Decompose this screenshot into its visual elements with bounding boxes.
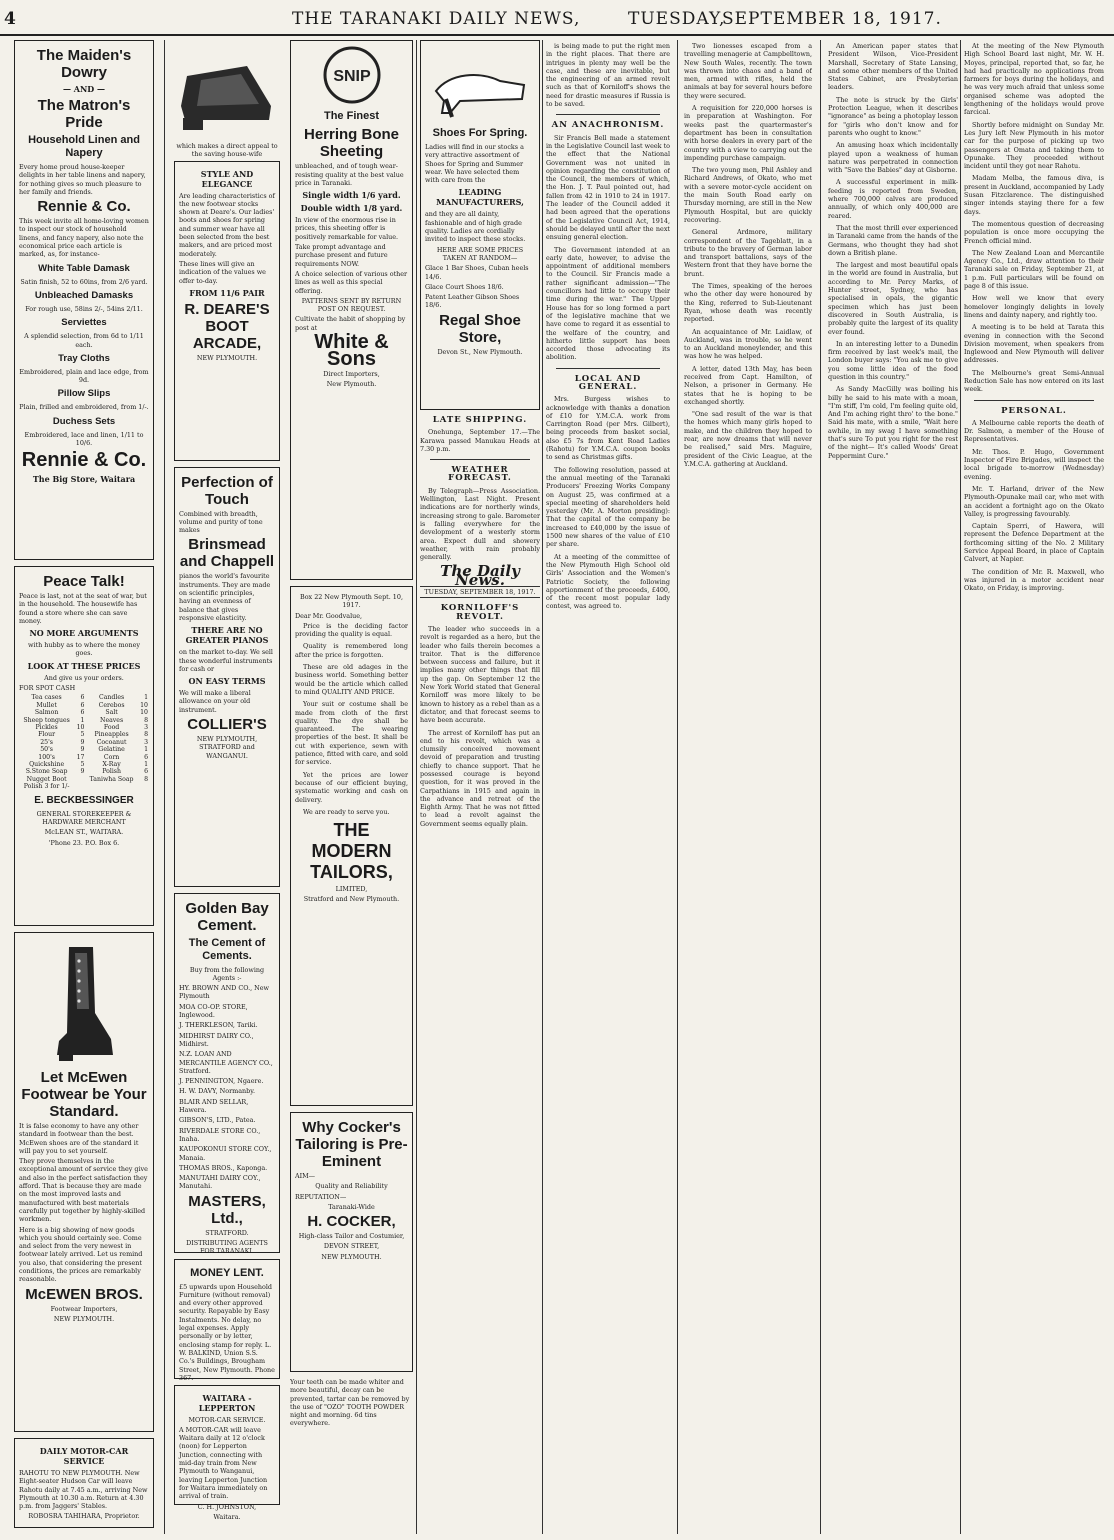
- price-item-name: Food: [103, 724, 120, 731]
- shoe-illustration: [177, 46, 277, 136]
- price-item-value: 6: [144, 753, 148, 761]
- article-paragraph: The Times, speaking of the heroes who the other day were honoured by the King, referred to Sub-Lieutenant Ryan, whose death was recently reported.: [684, 282, 812, 324]
- article-paragraph: At a meeting of the committee of the New Plymouth High School old Girls' Association and the Women's Patriotic Society, the following apportionment of the proceeds, £400, of the recent most popular lady contest, was agreed to.: [546, 552, 670, 611]
- page-header: [0, 6, 1114, 36]
- price-item: Glace 1 Bar Shoes, Cuban heels 14/6.: [425, 264, 529, 281]
- ad-subheading: Household Linen and Napery: [28, 134, 140, 159]
- ad-heading: Perfection of Touch: [181, 473, 273, 508]
- column-rule: [164, 40, 165, 1534]
- ad-body: Combined with breadth, volume and purity of tone makes: [179, 509, 263, 535]
- item-desc: A splendid selection, from 6d to 1/11 each.: [24, 332, 144, 349]
- newspaper-title: THE TARANAKI DAILY NEWS,: [292, 9, 581, 29]
- price-item-value: 5: [80, 761, 85, 769]
- dealer-towns: NEW PLYMOUTH, STRATFORD and WANGANUI.: [196, 735, 258, 760]
- agent-item: N.Z. LOAN AND MERCANTILE AGENCY CO., Stratford.: [179, 1050, 273, 1075]
- ad-heading: Herring Bone Sheeting: [303, 126, 399, 161]
- price-item-value: 1: [144, 694, 148, 702]
- price-row: [19, 776, 149, 783]
- price-item-value: 3: [144, 738, 148, 746]
- ad-line: DISTRIBUTING AGENTS FOR TARANAKI.: [186, 1239, 268, 1256]
- ad-money-lent: [174, 1259, 280, 1382]
- agent-item: MOA CO-OP. STORE, Inglewood.: [179, 1002, 248, 1020]
- ad-heading: Shoes For Spring.: [432, 127, 528, 139]
- price-row: [19, 717, 149, 724]
- issue-date: SEPTEMBER 18, 1917.: [722, 9, 942, 29]
- ad-line: Buy from the following Agents :-: [189, 965, 265, 982]
- column-7: [828, 40, 958, 1534]
- ad-ozo: Your teeth can be made whiter and more beautiful, decay can be prevented, tartar can be removed by the use of "OZO" TOOTH POWDER night and morning. 6d tins everywhere.: [290, 1378, 410, 1428]
- article-paragraph: The following resolution, passed at the annual meeting of the Taranaki Producers' Freezing Works Company on August 25, was confirmed at a special meeting of shareholders held yesterday (Mr. A. Morton presiding): That the capital of the company be increased to £40,000 by the issue of 1500 new shares of the value of £10 per share.: [546, 465, 670, 549]
- price-item-value: 8: [144, 775, 148, 783]
- ad-line: Stratford and New Plymouth.: [303, 895, 400, 904]
- letter-paragraph: These are old adages in the business world. Something better would be the article which called to mind QUALITY AND PRICE.: [295, 663, 408, 696]
- article-paragraph: The note is struck by the Girls' Protection League, when it describes "ignorance" as being a photoplay lesson for "girls who don't know and for parents who ought to know.": [828, 95, 958, 137]
- article-paragraph: The New Zealand Loan and Mercantile Agency Co., Ltd., draw attention to their Taranaki sale on Friday, September 21, at 1 p.m. Full particulars will be found on page 8 of this issue.: [964, 248, 1104, 291]
- item-desc: Embroidered, lace and linen, 1/11 to 10/6.: [24, 430, 144, 448]
- page-number: 4: [4, 9, 17, 29]
- column-6: [684, 40, 812, 1534]
- agent-item: KAUPOKONUI STORE COY., Manaia.: [179, 1145, 272, 1162]
- ad-body: Cultivate the habit of shopping by post at: [295, 315, 406, 332]
- ad-body: In view of the enormous rise in prices, this sheeting offer is positively remarkable for value.: [295, 216, 399, 241]
- dealer-name: COLLIER'S: [187, 716, 267, 734]
- ad-sign: C. H. JOHNSTON,: [197, 1502, 257, 1511]
- ad-motorcar: [14, 1438, 154, 1528]
- ad-line: NEW PLYMOUTH.: [53, 1314, 115, 1323]
- price-item-value: 5: [80, 731, 85, 739]
- price-item-name: Polish: [102, 768, 121, 776]
- price-item-name: Nugget Boot: [26, 775, 67, 783]
- ad-heading: Peace Talk!: [43, 573, 125, 590]
- ad-brand: White & Sons: [314, 331, 389, 371]
- ad-body: Peace is last, not at the seat of war, but in the household. The housewife has found a store where she can save money.: [19, 592, 147, 625]
- article-paragraph: Captain Sperri, of Hawera, will represent the Defence Department at the forthcoming sitting of the No. 2 Military Service Appeal Board, in place of Captain Calvert, at Napier.: [964, 522, 1104, 564]
- issue-day: TUESDAY,: [628, 9, 726, 29]
- price-item-name: Taniwha Soap: [89, 775, 134, 783]
- column-rule: [677, 40, 678, 1534]
- ad-price: Double width 1/8 yard.: [300, 203, 403, 214]
- ad-body: on the market to-day. We sell these wonderful instruments for cash or: [179, 648, 273, 673]
- price-item-value: 9: [80, 768, 85, 776]
- price-item-name: 25's: [40, 738, 53, 746]
- price-row: [19, 754, 149, 761]
- agent-item: MANUTAHI DAIRY COY., Manutahi.: [179, 1174, 261, 1191]
- ad-body: and they are all dainty, fashionable and of high grade quality. Ladies are cordially invited to inspect these stocks.: [425, 210, 526, 244]
- article-paragraph: A Melbourne cable reports the death of Dr. Salmon, a member of the House of Representatives.: [964, 418, 1104, 444]
- price-item-name: Cocoanut: [96, 738, 127, 746]
- ad-subheading: LOOK AT THESE PRICES: [27, 660, 141, 671]
- price-item-value: 1: [80, 716, 85, 724]
- price-item-value: 1: [144, 746, 148, 754]
- price-item-name: Salmon: [34, 709, 59, 717]
- letter-paragraph: Yet the prices are lower because of our efficient buying, systematic working and cash on delivery.: [295, 770, 408, 804]
- ad-heading: The Maiden's Dowry: [36, 47, 132, 81]
- merchant-desc: GENERAL STOREKEEPER & HARDWARE MERCHANT: [36, 809, 132, 826]
- ad-body: These lines will give an indication of the values we offer to-day.: [179, 259, 266, 285]
- price-item-name: Sheep tongues: [23, 716, 70, 724]
- article-paragraph: The momentous question of decreasing population is once more occupying the French official mind.: [964, 219, 1104, 245]
- price-item-value: 8: [144, 716, 148, 724]
- ad-peace-talk: [14, 566, 154, 926]
- ad-body: It is false economy to have any other standard in footwear than the best. McEwen shoes are of the standard it will pay you to set yourself.: [19, 1122, 139, 1155]
- price-item-value: 9: [80, 746, 85, 754]
- price-item-value: 8: [144, 731, 148, 739]
- ad-line: Footwear Importers,: [50, 1304, 118, 1313]
- price-item-value: 6: [80, 701, 85, 709]
- item-name: Unbleached Damasks: [34, 289, 134, 301]
- article-paragraph: Madam Melba, the famous diva, is present in Auckland, accompanied by Lady Susan Fitzclarence. The distinguished singer intends staying there for a few days.: [964, 174, 1104, 216]
- price-item-name: Candles: [99, 694, 125, 702]
- article-paragraph: General Ardmore, military correspondent of the Tageblatt, in a tribute to the bravery of German labor and transport battalions, says of the Western front that they have borne the brunt.: [684, 228, 812, 278]
- ad-line: LEADING MANUFACTURERS,: [436, 187, 524, 208]
- section-heading: PERSONAL.: [1001, 405, 1067, 416]
- ad-line: ON EASY TERMS: [188, 676, 266, 687]
- price-row: [19, 739, 149, 746]
- price-item-name: Cerebos: [98, 701, 125, 709]
- ad-line: STRATFORD.: [205, 1228, 249, 1237]
- ad-line: FOR SPOT CASH: [19, 684, 76, 693]
- price-item-name: Salt: [105, 709, 118, 717]
- price-item-value: 1: [144, 761, 148, 769]
- agent-item: GIBSON'S, LTD., Patea.: [179, 1116, 256, 1125]
- price-row: [19, 694, 149, 701]
- ad-brand: Regal Shoe Store,: [439, 311, 521, 346]
- agent-item: J. THERKLESON, Tariki.: [179, 1021, 258, 1030]
- merchant-phone: 'Phone 23. P.O. Box 6.: [48, 838, 120, 847]
- letter-paragraph: Your suit or costume shall be made from cloth of the first quality. The dye shall be guaranteed. The wearing properties of the best. It shall be cut with experience, sewn with patience, fitted with care, and sold for service.: [295, 700, 408, 767]
- ad-body: Ladies will find in our stocks a very attractive assortment of Shoes for Spring and Summer wear. We have selected them with care from the: [425, 143, 524, 185]
- ad-sign-town: Waitara.: [213, 1512, 241, 1521]
- price-item-name: Tea cases: [31, 694, 62, 702]
- article-paragraph: Two lionesses escaped from a travelling menagerie at Campbelltown, New South Wales, recently. The town was thrown into chaos and a band of men, armed with rifles, held the animals at bay for several hours before they were secured.: [684, 42, 812, 100]
- ad-maiden-dowry: [14, 40, 154, 560]
- item-name: White Table Damask: [38, 262, 130, 274]
- price-item-value: 10: [76, 724, 85, 731]
- column-1: [14, 40, 154, 1534]
- article-paragraph: By Telegraph—Press Association. Wellington, Last Night. Present indications are for northerly winds, increasing strong to gale. Barometer is falling everywhere for the development of a westerly storm area. Expect dull and showery weather, with rain probably generally.: [420, 486, 540, 562]
- article-paragraph: An acquaintance of Mr. Laidlaw, of Auckland, was in trouble, so he went to an Auckland moneylender, and this was how he was helped.: [684, 327, 812, 361]
- price-item-name: Neaves: [100, 716, 124, 724]
- price-row: [19, 783, 149, 790]
- editorial-dateline: TUESDAY, SEPTEMBER 18, 1917.: [420, 586, 540, 598]
- editorial-masthead: The Daily News.: [440, 562, 520, 589]
- article-paragraph: A letter, dated 13th May, has been received from Capt. Hamilton, of Nelson, a prisoner in Germany. He states that he is hoping to be exchanged shortly.: [684, 364, 812, 406]
- ad-town: NEW PLYMOUTH.: [196, 353, 258, 362]
- price-item-value: 10: [140, 701, 148, 709]
- article-paragraph: The two young men, Phil Ashley and Richard Andrews, of Okato, who met with a severe motor-cycle accident on the main South Road early on Thursday morning, are still in the New Plymouth Hospital, but are quickly recovering.: [684, 166, 812, 224]
- ad-heading: STYLE AND ELEGANCE: [200, 168, 254, 189]
- price-item-value: [74, 776, 85, 783]
- price-item-name: 50's: [40, 746, 53, 754]
- divider: [974, 400, 1094, 401]
- article-paragraph: The condition of Mr. R. Maxwell, who was injured in a motor accident near Okato, on Friday, is improving.: [964, 567, 1104, 593]
- ad-body: Here is a big showing of new goods which you should certainly see. Come and select from the very newest in footwear lately arrived. Let us remind you also, that considering the present conditions, the prices are remarkably reasonable.: [19, 1225, 143, 1284]
- ad-brand: Rennie & Co.: [21, 449, 147, 472]
- ad-subheading: The Cement of Cements.: [188, 936, 266, 962]
- article-paragraph: A requisition for 220,000 horses is in preparation at Washington. For weeks past the quartermaster's department has been in consultation with horse dealers in every part of the country with a view to carrying out the impending purchase campaign.: [684, 104, 812, 162]
- article-paragraph: In an interesting letter to a Dunedin firm received by last week's mail, the London buyer says: "You ask me to give you some little idea of the food question in this country.": [828, 339, 958, 381]
- article-paragraph: Onehunga, September 17.—The Karawa passed Manukau Heads at 7.30 p.m.: [420, 428, 540, 453]
- article-paragraph: The Government intended at an early date, however, to advise the appointment of additional members to the Council. Sir Francis made a rather significant admission—"The councillors had little to occupy their time during the war." The Upper House has for so long formed a part of the legislative machine that we have come to regard it as essential to the welfare of the country, and hitherto little support has been accorded those advocating its abolition.: [546, 245, 670, 362]
- boot-illustration: [49, 943, 119, 1063]
- letter-paragraph: We are ready to serve you.: [303, 807, 390, 816]
- ad-conjunction: — AND —: [62, 84, 106, 94]
- article-paragraph: is being made to put the right men in the right places. That there are intrigues in plenty may well be the case, and these are inevitable, but the engineering of an armed revolt such as that of Korniloff's shows the need for drastic measures if Russia is to be saved.: [546, 42, 670, 109]
- ad-line: New Plymouth.: [326, 380, 377, 389]
- price-item-name: [85, 783, 137, 790]
- article-paragraph: How well we know that every homelover longingly delights in lovely linens and dainty napery, and rightly too.: [964, 294, 1104, 319]
- item-name: Pillow Slips: [57, 388, 111, 400]
- ad-body: £5 upwards upon Household Furniture (without removal) and every other approved security. Repayable by Easy Instalments. No delay, no legal expenses. Apply personally or by letter, enclosing stamp for reply. L. W. BALKIND, Union S.S. Co.'s Buildings, Brougham Street, New Plymouth. Phone 367.: [179, 1282, 275, 1382]
- letter-paragraph: Quality is remembered long after the price is forgotten.: [295, 642, 408, 659]
- ad-line: PATTERNS SENT BY RETURN POST ON REQUEST.: [301, 296, 402, 314]
- ad-line: NO MORE ARGUMENTS: [29, 628, 139, 639]
- ad-heading: Golden Bay Cement.: [185, 899, 269, 934]
- ad-brand: MASTERS, Ltd.,: [188, 1192, 266, 1227]
- shoe-illustration: [430, 51, 530, 121]
- ad-tagline: which makes a direct appeal to the saving house-wife: [176, 142, 278, 159]
- article-paragraph: Mr. T. Harland, driver of the New Plymouth-Opunake mail car, who met with an accident a fortnight ago on the Okato Valley, is progressing favourably.: [964, 484, 1104, 518]
- ad-heading: The Matron's Pride: [37, 97, 131, 131]
- ad-address: Devon St., New Plymouth.: [437, 347, 523, 356]
- article-paragraph: The Melbourne's great Semi-Annual Reduction Sale has now entered on its last week.: [964, 368, 1104, 394]
- agent-item: THOMAS BROS., Kaponga.: [179, 1163, 268, 1172]
- price-item-value: 17: [76, 753, 85, 761]
- article-paragraph: An American paper states that President Wilson, Vice-President Marshall, Secretary of State Lansing, and some other members of the United States Cabinet, are Presbyterian leaders.: [828, 42, 958, 92]
- ad-heading: DAILY MOTOR-CAR SERVICE: [39, 1446, 129, 1466]
- price-item-name: Pineapples: [94, 731, 129, 739]
- ad-line: And give us your orders.: [44, 673, 124, 682]
- ad-heading: The Finest: [323, 110, 379, 123]
- divider: [556, 368, 660, 369]
- ad-line: DEVON STREET,: [323, 1242, 380, 1251]
- agent-item: BLAIR AND SELLAR, Hawera.: [179, 1097, 249, 1115]
- divider: [430, 459, 530, 460]
- ad-heading: Let McEwen Footwear be Your Standard.: [21, 1069, 147, 1120]
- ad-body: Take prompt advantage and purchase present and future requirements NOW.: [295, 243, 388, 268]
- ad-mcewen: [14, 932, 154, 1432]
- agent-item: H. W. DAVY, Normanby.: [179, 1087, 256, 1096]
- item-name: Duchess Sets: [52, 415, 116, 427]
- ad-golden-bay: [174, 893, 280, 1256]
- ad-price: FROM 11/6 PAIR: [189, 287, 265, 298]
- price-row: [19, 731, 149, 738]
- item-desc: Embroidered, plain and lace edge, from 9d.: [19, 367, 149, 385]
- price-item-name: Gelatine: [98, 746, 125, 754]
- ad-brand: Brinsmead and Chappell: [179, 536, 275, 571]
- column-4: [420, 40, 540, 1534]
- ad-footer: ROBOSRA TAHIHARA, Proprietor.: [28, 1512, 140, 1521]
- ad-modern-tailors: [290, 586, 413, 1106]
- price-item-name: Mullet: [36, 701, 57, 709]
- letter-paragraph: Price is the deciding factor providing the quality is equal.: [295, 621, 408, 639]
- section-heading: LATE SHIPPING.: [432, 415, 528, 425]
- item-name: Tray Cloths: [58, 352, 110, 364]
- ad-line: High-class Tailor and Costumier,: [298, 1232, 405, 1241]
- ad-heading: WAITARA - LEPPERTON: [198, 1392, 256, 1413]
- price-item-value: 9: [80, 738, 85, 746]
- article-paragraph: An amusing hoax which incidentally played upon a weakness of human nature was perpetrated in connection with "Save the Babies" day at Gisborne.: [828, 141, 958, 175]
- agent-item: MIDHIRST DAIRY CO., Midhirst.: [179, 1031, 254, 1048]
- ad-brand: Rennie & Co.: [37, 198, 131, 216]
- ad-line: Taranaki-Wide: [328, 1202, 375, 1211]
- ad-brinsmead: [174, 467, 280, 887]
- article-paragraph: "One sad result of the war is that the homes which many girls hoped to make, and the children they hoped to rear, are now dreams that will never be realised," said Mrs. Maguire, president of the Civic League, at the Y.M.C.A. gathering at Auckland.: [684, 410, 812, 468]
- article-paragraph: A meeting is to be held at Tarata this evening in connection with the Second Division movement, when speakers from Inglewood and New Plymouth will deliver addresses.: [964, 323, 1104, 365]
- price-row: [19, 761, 149, 768]
- ad-line: NEW PLYMOUTH.: [321, 1252, 382, 1261]
- article-paragraph: A successful experiment in milk-feeding is reported from Sweden, where 700,000 calves are produced annually, of which only 400,000 are reared.: [828, 178, 958, 220]
- ad-cocker: [290, 1112, 413, 1372]
- item-desc: Plain, frilled and embroidered, from 1/-.: [19, 403, 149, 412]
- column-rule: [416, 40, 417, 1534]
- svg-text:SNIP: SNIP: [332, 68, 371, 85]
- ad-body: We will make a liberal allowance on your old instrument.: [179, 689, 251, 714]
- merchant-name: E. BECKBESSINGER: [34, 794, 134, 806]
- ad-regal-shoe: [420, 40, 540, 410]
- price-row: [19, 709, 149, 716]
- price-item-name: X-Ray: [102, 761, 121, 769]
- price-item: Patent Leather Gibson Shoes 18/6.: [425, 293, 520, 310]
- ad-body: RAHOTU TO NEW PLYMOUTH. New Eight-seater Hudson Car will leave Rahotu daily at 7.45 a.m., arriving New Plymouth at 10.30 a.m. Return at 4.30 p.m. from Jaggers' Stables.: [19, 1469, 148, 1511]
- ad-line: Quality and Reliability: [315, 1182, 388, 1191]
- letter-salutation: Dear Mr. Goodvalue,: [295, 611, 363, 620]
- article-paragraph: As Sandy MacGilly was boiling his billy he said to his mate with a moan, "I'm stiff, I'm cold, I'm feeling quite old, And I'm aching right thro' to the bone." Said his mate, with a smile, "Wait here awhile, in my swag I have something that's sure To put you right for the rest of the night— It's called Woods' Great Peppermint Cure.": [828, 385, 958, 460]
- price-item-name: Quickshine: [29, 761, 65, 769]
- ad-line: Direct Importers,: [323, 370, 380, 379]
- ad-subheading: HERE ARE SOME PRICES TAKEN AT RANDOM—: [436, 245, 524, 262]
- article-paragraph: The largest and most beautiful opals in the world are found in Australia, but according to Mr. Percy Marks, of Hunter street, Sydney, who has specialised in opals, the gigantic specimen which has just been discovered in South Australia, is probably quite the largest of its quality ever found.: [828, 261, 958, 336]
- column-rule: [960, 40, 961, 1534]
- price-item-name: Polish 3 for 1/-: [23, 783, 70, 791]
- price-table: [19, 694, 149, 790]
- ad-body: pianos the world's favourite instruments. They are made on scientific principles, having an evenness of balance that gives responsive elasticity.: [179, 572, 271, 622]
- price-item-name: 100's: [38, 753, 55, 761]
- ad-white-sons: [290, 40, 413, 580]
- column-3: [290, 40, 413, 1534]
- column-rule: [542, 40, 543, 1534]
- price-item-name: Flour: [38, 731, 56, 739]
- price-item: Glace Court Shoes 18/6.: [425, 282, 504, 291]
- item-desc: For rough use, 58ins 2/-, 54ins 2/11.: [25, 304, 143, 313]
- price-row: [19, 768, 149, 775]
- column-8: [964, 40, 1104, 1534]
- price-item-value: [138, 783, 149, 790]
- price-row: [19, 724, 149, 731]
- section-heading: WEATHER FORECAST.: [448, 465, 512, 484]
- agent-item: J. PENNINGTON, Ngaere.: [179, 1077, 264, 1086]
- ad-deare: [174, 161, 280, 461]
- agent-item: HY. BROWN AND CO., New Plymouth: [179, 984, 270, 1001]
- article-paragraph: The arrest of Korniloff has put an end to his revolt, which was a clumsily conceived movement devoid of preparation and trusting chiefly to chance support. That he possessed courage is beyond question, for it was proved in the Carpathians in 1915 and again in the advance and retreat of the Eighth Army. That he was not fitted to lead a revolt against the Government seems equally plain.: [420, 728, 540, 828]
- section-heading: AN ANACHRONISM.: [551, 120, 665, 131]
- column-rule: [820, 40, 821, 1534]
- ad-body: unbleached, and of tough wear-resisting quality at the best value price in Taranaki.: [295, 162, 404, 187]
- section-heading: KORNILOFF'S REVOLT.: [440, 603, 520, 622]
- article-paragraph: That the most thrill ever experienced in Taranaki came from the hands of the Germans, who thought they had shot down a British plane.: [828, 223, 958, 257]
- ad-subheading: MOTOR-CAR SERVICE.: [188, 1415, 266, 1424]
- ad-price: Single width 1/6 yard.: [302, 190, 401, 201]
- ad-label: REPUTATION—: [295, 1192, 347, 1201]
- ad-brand: H. COCKER,: [307, 1213, 396, 1231]
- ad-footer: The Big Store, Waitara: [32, 474, 136, 485]
- ad-line: THERE ARE NO GREATER PIANOS: [185, 625, 269, 646]
- column-5: [546, 40, 670, 1534]
- price-item-value: 6: [80, 694, 85, 702]
- price-item-name: S.Stone Soap: [25, 768, 68, 776]
- merchant-address: McLEAN ST., WAITARA.: [44, 828, 124, 837]
- column-2: [174, 40, 280, 1534]
- article-paragraph: Shortly before midnight on Sunday Mr. Les Jury left New Plymouth in his motor car for the purpose of picking up two passengers at Omata and taking them to Opunake. They proceeded without incident until they got near Rahotu.: [964, 120, 1104, 171]
- price-item-value: 10: [140, 709, 148, 717]
- ad-line: with hubby as to where the money goes.: [27, 641, 140, 658]
- divider: [556, 114, 660, 115]
- article-paragraph: At the meeting of the New Plymouth High School Board last night, Mr. W. H. Moyes, principal, reported that, so far, he had had practically no applications from farmers for boys during the holidays, and he was very much afraid that unless some organised scheme was adopted the lengthening of the holidays would prove farcical.: [964, 42, 1104, 117]
- ad-waitara-lepperton: [174, 1385, 280, 1521]
- price-item-value: 6: [144, 768, 148, 776]
- ad-heading: MONEY LENT.: [190, 1266, 264, 1279]
- ad-brand: R. DEARE'S BOOT ARCADE,: [184, 300, 270, 352]
- item-name: Serviettes: [61, 317, 107, 329]
- price-item-value: 6: [80, 709, 85, 717]
- agent-item: RIVERDALE STORE CO., Inaha.: [179, 1126, 261, 1143]
- ad-body: They prove themselves in the exceptional amount of service they give and also in the perfect satisfaction they afford. That is because they are made on the most improved lasts and manufactured with best materials carefully put together by highly-skilled workmen.: [19, 1157, 148, 1224]
- section-heading: LOCAL AND GENERAL.: [574, 373, 642, 392]
- ad-heading: Why Cocker's Tailoring is Pre-Eminent: [295, 1119, 408, 1170]
- ad-body: A MOTOR-CAR will leave Waitara daily at 12 o'clock (noon) for Lepperton Junction, connecting with mid-day train from New Plymouth to Wanganui, leaving Lepperton Junction for Waitara immediately on arrival of train.: [179, 1425, 268, 1501]
- price-row: [19, 702, 149, 709]
- ad-line: LIMITED,: [335, 885, 368, 894]
- article-paragraph: Mrs. Burgess wishes to acknowledge with thanks a donation of £10 for Y.M.C.A. work from Carrington Road (per Mrs. Gilbert), being proceeds from basket social, also £5 7s from Kent Road Ladies (Rahotu) for Y.M.C.A. coupon books to send as Christmas gifts.: [546, 395, 670, 462]
- snip-logo-icon: [317, 45, 387, 105]
- agents-list: [179, 984, 275, 1191]
- ad-body: Every home proud house-keeper delights in her table linens and napery, for nothing gives so much pleasure to her family and friends.: [19, 163, 146, 196]
- price-item-name: Pickles: [35, 724, 58, 731]
- ad-brand: McEWEN BROS.: [25, 1285, 143, 1303]
- letter-address: Box 22 New Plymouth Sept. 10, 1917.: [300, 593, 403, 610]
- ad-brand: THE MODERN TAILORS,: [310, 820, 393, 883]
- item-desc: Satin finish, 52 to 60ins, from 2/6 yard.: [20, 277, 148, 286]
- ad-body: Are leading characteristics of the new footwear stocks shown at Deare's. Our ladies' boots and shoes for spring and summer wear have all been selected from the best makers, and are priced most moderately.: [179, 191, 275, 258]
- ad-label: AIM—: [295, 1172, 316, 1180]
- ad-body: A choice selection of various other lines as well as this special offering.: [295, 269, 408, 295]
- article-paragraph: Mr. Thos. P. Hugo, Government Inspector of Fire Brigades, will inspect the local brigade to-morrow (Wednesday) evening.: [964, 447, 1104, 481]
- price-item-value: [74, 783, 85, 790]
- ad-body: This week invite all home-loving women to inspect our stock of household linens, and fancy napery, also note the economical price each article is marked, as, for instance-: [19, 217, 149, 259]
- article-paragraph: The leader who succeeds in a revolt is regarded as a hero, but the leader who fails therein becomes a traitor. That is the difference between success and failure, but it implies many other things that fill up the gap. On September 12 the New York World stated that General Korniloff was more likely to be known to history as a rebel than as a dictator, and that forecast seems to have been accurate.: [420, 624, 540, 725]
- price-item-value: 3: [144, 724, 148, 731]
- price-item-name: Corn: [103, 753, 120, 761]
- article-paragraph: Sir Francis Bell made a statement in the Legislative Council last week to the effect that the National Government was not united in opinion regarding the constitution of the Council, the members of which, the Hon. J. T. Paul pointed out, had fallen from 42 in 1910 to 24 in 1917. The leader of the Council added it had been agreed that the operations of the Legislative Council Act, 1914, should be delayed until after the next ensuing general election.: [546, 133, 670, 242]
- price-row: [19, 746, 149, 753]
